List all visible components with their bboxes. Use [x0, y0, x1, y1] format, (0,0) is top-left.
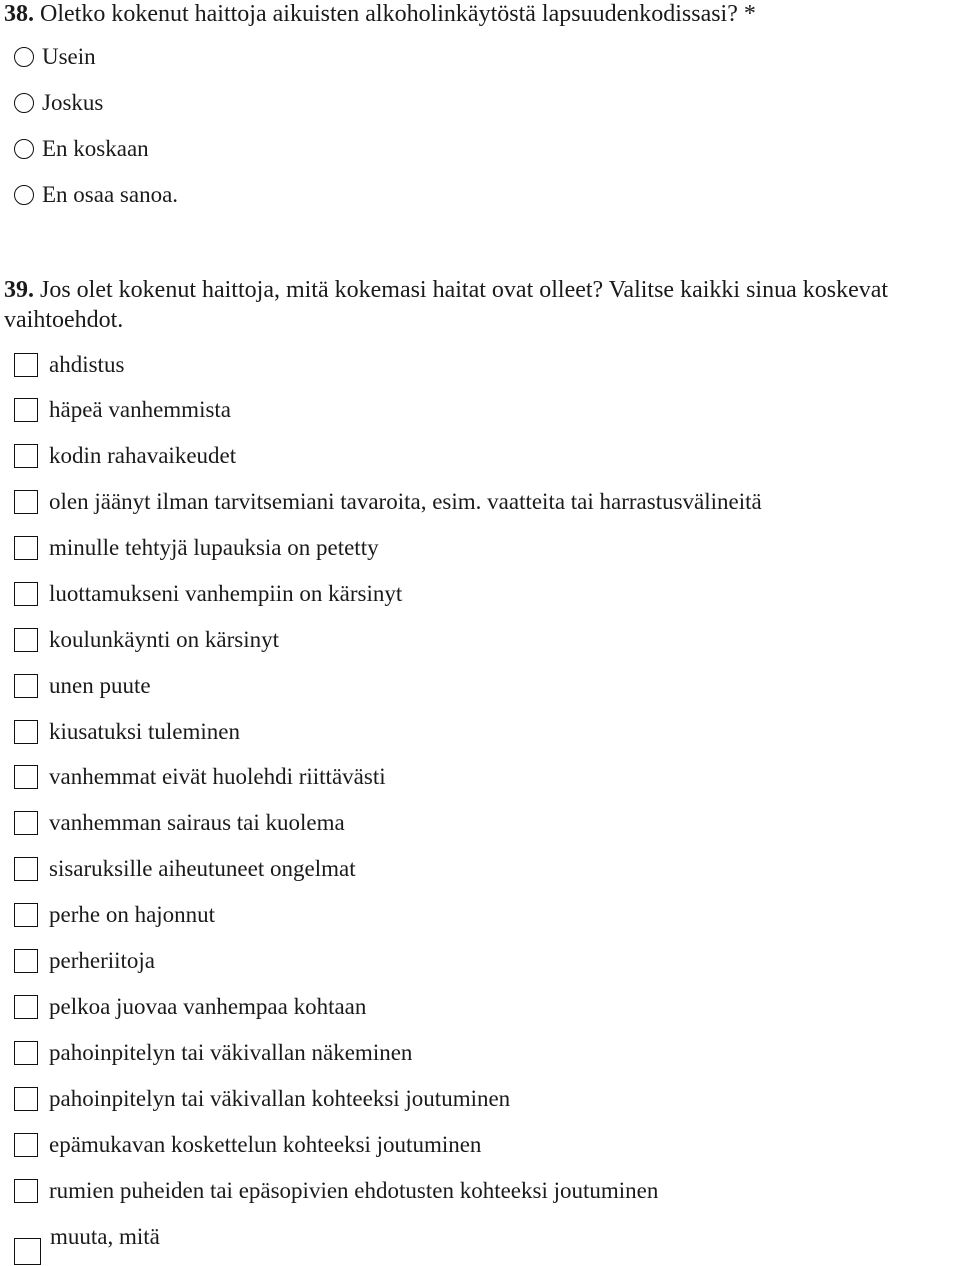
checkbox[interactable] — [14, 949, 38, 973]
question-39-number: 39. — [4, 277, 34, 303]
checkbox[interactable] — [14, 582, 38, 606]
q39-option-sairaus-tai-kuolema[interactable] — [14, 808, 345, 838]
checkbox[interactable] — [14, 444, 38, 468]
q38-option-label: Usein — [42, 44, 96, 69]
checkbox[interactable] — [14, 995, 38, 1019]
q38-option-joskus[interactable] — [14, 88, 103, 118]
checkbox[interactable] — [14, 811, 38, 835]
q39-option-label: häpeä vanhemmista — [49, 397, 232, 422]
q39-option-label: rumien puheiden tai epäsopivien ehdotusten kohteeksi joutuminen — [49, 1178, 659, 1203]
q38-option-usein[interactable] — [14, 42, 96, 72]
q39-option-label: sisaruksille aiheutuneet ongelmat — [49, 856, 356, 881]
q39-option-vanhemmat-eivat-huolehdi[interactable] — [14, 762, 386, 792]
q39-option-label: vanhemman sairaus tai kuolema — [49, 810, 345, 835]
q39-option-perheriitoja[interactable] — [14, 946, 155, 976]
q39-option-ahdistus[interactable] — [14, 350, 124, 380]
q38-option-en-koskaan[interactable] — [14, 134, 149, 164]
checkbox[interactable] — [14, 628, 38, 652]
checkbox[interactable] — [14, 1087, 38, 1111]
q39-option-label: koulunkäynti on kärsinyt — [49, 627, 279, 652]
q39-option-label: pahoinpitelyn tai väkivallan näkeminen — [49, 1040, 413, 1065]
q39-option-label: kodin rahavaikeudet — [49, 443, 237, 468]
q39-option-luottamus-karsinyt[interactable] — [14, 579, 402, 609]
question-39-title — [4, 275, 960, 335]
question-39-text: Jos olet kokenut haittoja, mitä kokemasi haitat ovat olleet? Valitse kaikki sinua koskevat vaihtoehdot. — [4, 277, 889, 333]
question-38-title — [4, 0, 756, 28]
q39-option-perhe-hajonnut[interactable] — [14, 900, 215, 930]
q39-option-rumat-puheet[interactable] — [14, 1176, 658, 1206]
q39-option-label: vanhemmat eivät huolehdi riittävästi — [49, 764, 386, 789]
q38-option-label: En osaa sanoa. — [42, 182, 179, 207]
q39-option-label: olen jäänyt ilman tarvitsemiani tavaroita, esim. vaatteita tai harrastusvälineitä — [49, 489, 762, 514]
q39-option-label: luottamukseni vanhempiin on kärsinyt — [49, 581, 403, 606]
radio-button[interactable] — [14, 185, 34, 205]
checkbox[interactable] — [14, 857, 38, 881]
q38-option-en-osaa-sanoa[interactable] — [14, 180, 178, 210]
checkbox[interactable] — [14, 536, 38, 560]
q39-option-muuta-mita: muuta, mitä — [50, 1224, 160, 1249]
q39-option-label: perhe on hajonnut — [49, 902, 216, 927]
q39-option-koulunkaynti-karsinyt[interactable] — [14, 625, 279, 655]
checkbox[interactable] — [14, 1041, 38, 1065]
q39-option-kiusatuksi-tuleminen[interactable] — [14, 717, 240, 747]
q39-option-label: kiusatuksi tuleminen — [49, 719, 241, 744]
radio-button[interactable] — [14, 47, 34, 67]
checkbox[interactable] — [14, 674, 38, 698]
q39-option-kodin-rahavaikeudet[interactable] — [14, 441, 236, 471]
q39-option-pelkoa-vanhempaa[interactable] — [14, 992, 366, 1022]
checkbox[interactable] — [14, 1133, 38, 1157]
question-38-number: 38. — [4, 1, 34, 27]
checkbox[interactable] — [14, 903, 38, 927]
q39-option-label: pahoinpitelyn tai väkivallan kohteeksi joutuminen — [49, 1086, 511, 1111]
q39-option-label: perheriitoja — [49, 948, 156, 973]
q39-option-label: pelkoa juovaa vanhempaa kohtaan — [49, 994, 367, 1019]
checkbox[interactable] — [14, 398, 38, 422]
q39-option-label: unen puute — [49, 673, 151, 698]
q39-option-label: minulle tehtyjä lupauksia on petetty — [49, 535, 379, 560]
question-38-text: Oletko kokenut haittoja aikuisten alkoholinkäytöstä lapsuudenkodissasi? * — [34, 1, 756, 27]
q39-option-vakivallan-kohteeksi[interactable] — [14, 1084, 510, 1114]
checkbox[interactable] — [14, 720, 38, 744]
checkbox[interactable] — [14, 1179, 38, 1203]
q39-option-ilman-tavaroita[interactable] — [14, 487, 762, 517]
q39-option-vakivallan-nakeminen[interactable] — [14, 1038, 412, 1068]
radio-button[interactable] — [14, 139, 34, 159]
q38-option-label: Joskus — [42, 90, 104, 115]
q39-option-epamukava-koskettelu[interactable] — [14, 1130, 481, 1160]
q39-option-unen-puute[interactable] — [14, 671, 151, 701]
q39-option-hapea-vanhemmista[interactable] — [14, 395, 231, 425]
radio-button[interactable] — [14, 93, 34, 113]
checkbox[interactable] — [14, 353, 38, 377]
checkbox[interactable] — [14, 765, 38, 789]
checkbox[interactable] — [14, 1238, 41, 1265]
q39-option-sisaruksille-ongelmat[interactable] — [14, 854, 356, 884]
q38-option-label: En koskaan — [42, 136, 149, 161]
q39-option-label: ahdistus — [49, 352, 125, 377]
checkbox[interactable] — [14, 490, 38, 514]
q39-option-lupauksia-petetty[interactable] — [14, 533, 379, 563]
q39-option-label: epämukavan koskettelun kohteeksi joutuminen — [49, 1132, 482, 1157]
